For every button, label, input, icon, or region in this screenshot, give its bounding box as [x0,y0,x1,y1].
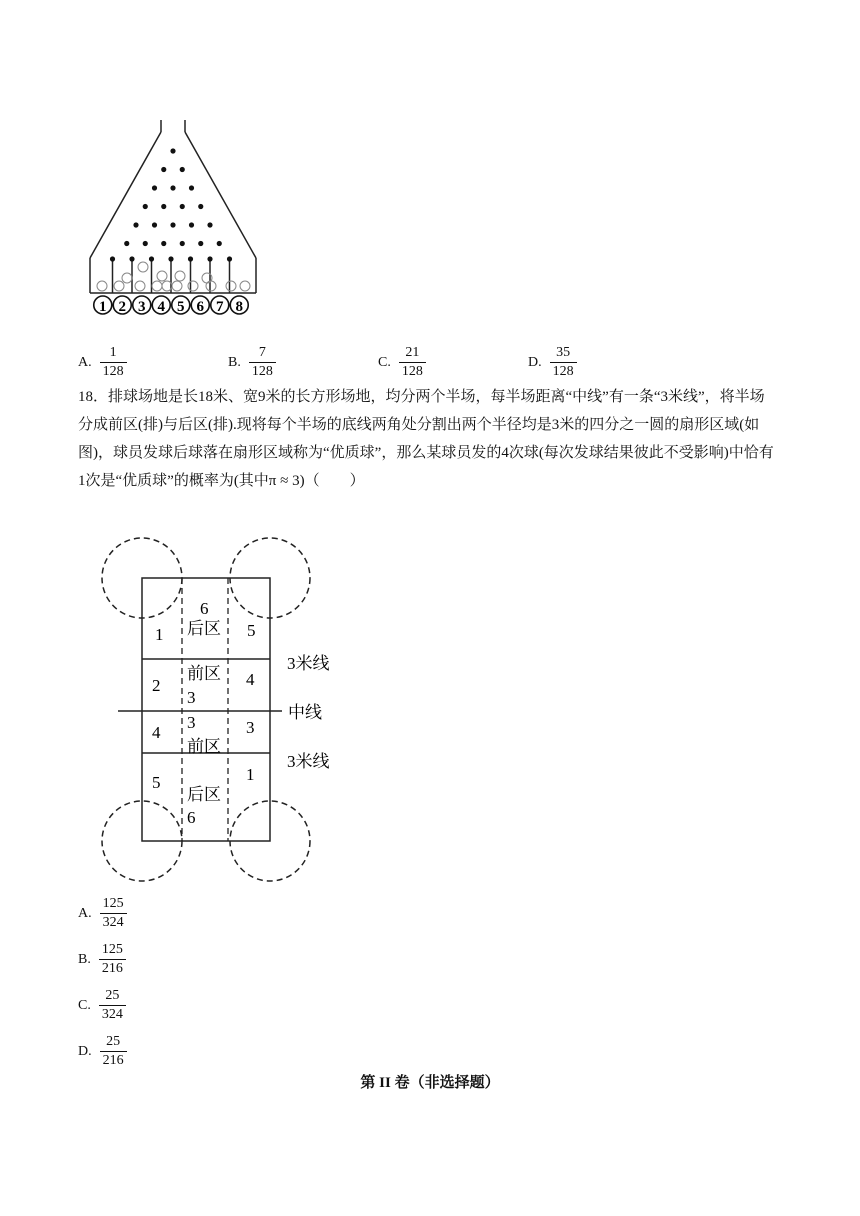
slot-number: 1 [99,299,107,315]
peg [143,241,148,246]
q18-line-3: 图)，球员发球后球落在扇形区域称为“优质球”，那么某球员发的4次球(每次发球结果彼此不受影响)中恰有 [78,445,774,461]
peg [124,241,129,246]
peg [189,222,194,227]
collected-balls [97,262,250,291]
ball [172,281,182,291]
peg [161,204,166,209]
peg [161,241,166,246]
slot-number: 2 [118,299,126,315]
option-letter: A. [78,905,92,921]
option-letter: B. [228,354,241,370]
slot-number: 8 [235,299,243,315]
slot-number-labels [94,296,249,315]
option-letter: D. [528,354,542,370]
option-letter: D. [78,1043,92,1059]
q17-option-d[interactable] [528,344,577,381]
zone-label: 6 [187,808,196,827]
ball [135,281,145,291]
ball [240,281,250,291]
zone-label: 后区 [187,619,221,638]
zone-label: 6 [200,599,209,618]
ball [175,271,185,281]
option-fraction: $\frac{25}{216}$ [100,1033,127,1070]
q17-option-b[interactable] [228,344,276,381]
slot-number: 7 [216,299,224,315]
peg [198,204,203,209]
volleyball-court-figure [100,535,360,885]
slot-number: 3 [138,299,146,315]
zone-label: 3 [246,718,255,737]
slot-pin [129,256,134,261]
peg [180,167,185,172]
ball [206,281,216,291]
section-heading: 第 II 卷（非选择题） [360,1075,500,1091]
option-fraction: $\frac{125}{324}$ [100,895,127,932]
three-meter-line-label: 3米线 [287,752,330,771]
zone-label: 前区 [187,664,221,683]
option-fraction: $\frac{25}{324}$ [99,987,126,1024]
zone-label: 5 [152,773,161,792]
slot-number: 4 [157,299,165,315]
peg [198,241,203,246]
ball [152,281,162,291]
slot-pin [207,256,212,261]
ball [226,281,236,291]
zone-label: 5 [247,621,256,640]
zone-label: 1 [155,625,164,644]
ball [97,281,107,291]
peg [170,148,175,153]
option-fraction: $\frac{125}{216}$ [99,941,126,978]
q18-option-b[interactable] [78,941,126,978]
peg [152,185,157,190]
peg [189,185,194,190]
slot-pin [149,256,154,261]
ball [138,262,148,272]
slot-pin [168,256,173,261]
option-letter: B. [78,951,91,967]
ball [157,271,167,281]
option-letter: C. [78,997,91,1013]
zone-label: 1 [246,765,255,784]
zone-label: 后区 [187,785,221,804]
q18-option-a[interactable] [78,895,127,932]
zone-label: 3 [187,688,196,707]
slot-number: 6 [196,299,204,315]
slot-pin [110,256,115,261]
zone-label: 2 [152,676,161,695]
peg [143,204,148,209]
center-line-label: 中线 [288,703,322,722]
peg [161,167,166,172]
peg [170,185,175,190]
peg [133,222,138,227]
slot-dividers [110,256,232,293]
peg [170,222,175,227]
peg [217,241,222,246]
galton-board-figure [85,118,265,318]
option-fraction: $\frac{1}{128}$ [100,344,127,381]
q18-option-c[interactable] [78,987,126,1024]
option-fraction: $\frac{35}{128}$ [550,344,577,381]
ball [122,273,132,283]
option-fraction: $\frac{7}{128}$ [249,344,276,381]
q17-option-a[interactable] [78,344,127,381]
zone-label: 4 [246,670,255,689]
q18-line-1: 18．排球场地是长18米、宽9米的长方形场地，均分两个半场，每半场距离“中线”有一条“3米线”，将半场 [78,389,765,405]
peg-array [124,148,222,246]
three-meter-line-label: 3米线 [287,654,330,673]
option-fraction: $\frac{21}{128}$ [399,344,426,381]
peg [207,222,212,227]
slot-number: 5 [177,299,185,315]
peg [152,222,157,227]
option-letter: A. [78,354,92,370]
peg [180,241,185,246]
slot-pin [188,256,193,261]
q18-line-2: 分成前区(排)与后区(排).现将每个半场的底线两角处分割出两个半径均是3米的四分之一圆的扇形区域(如 [78,417,760,433]
ball [114,281,124,291]
slot-pin [227,256,232,261]
peg [180,204,185,209]
q17-option-c[interactable] [378,344,426,381]
option-letter: C. [378,354,391,370]
zone-label: 3 [187,713,196,732]
q18-line-4: 1次是“优质球”的概率为(其中π ≈ 3)（ ） [78,473,365,489]
q18-option-d[interactable] [78,1033,127,1070]
ball [188,281,198,291]
q18-question-text [78,383,783,495]
zone-label: 4 [152,723,161,742]
zone-label: 前区 [187,737,221,756]
